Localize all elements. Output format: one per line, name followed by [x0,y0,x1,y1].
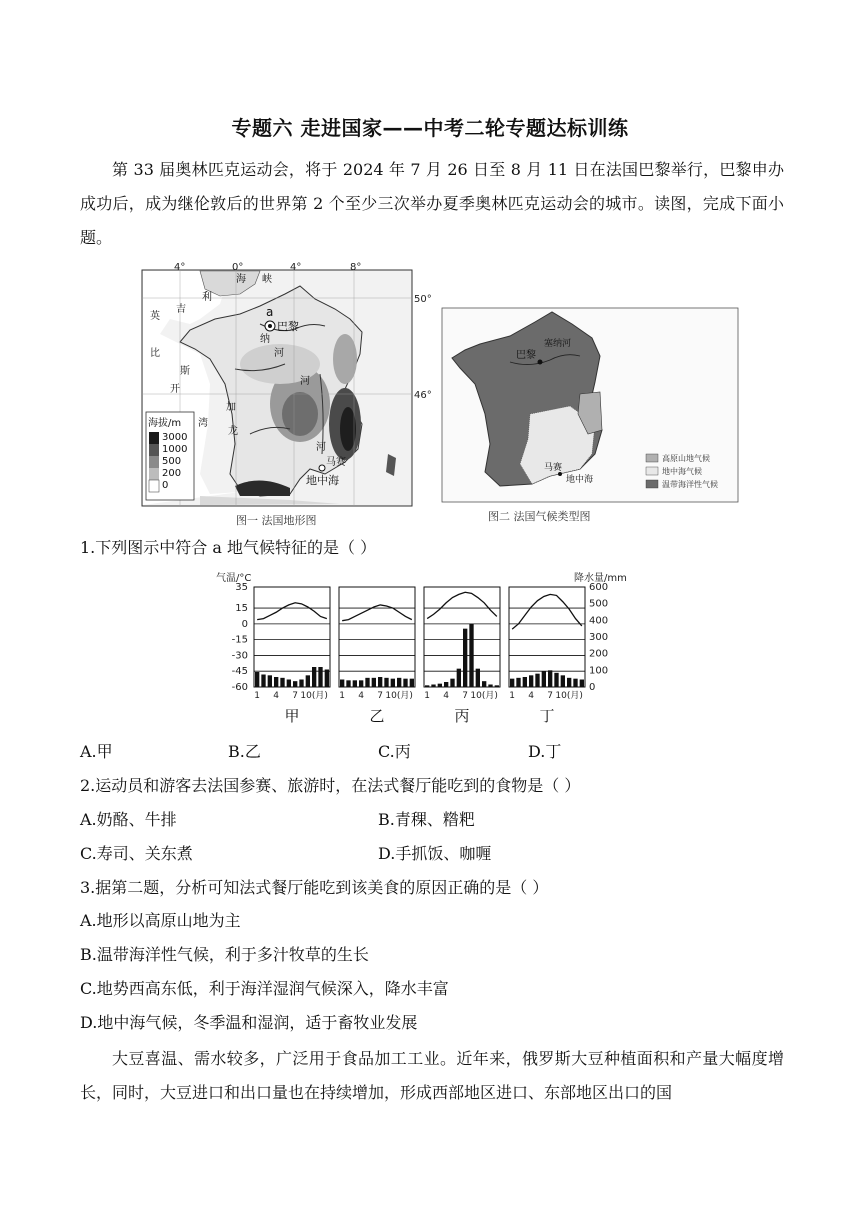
svg-text:加: 加 [226,402,236,413]
svg-text:龙: 龙 [228,426,238,437]
precip-tick-label: 0 [589,682,596,693]
svg-text:巴黎: 巴黎 [516,350,536,361]
precip-tick-label: 300 [589,632,609,643]
climate-panel-frame [509,587,585,687]
precip-bar [554,673,558,687]
point-a-label: a [266,305,274,319]
q1-option-b[interactable]: B.乙 [228,742,261,761]
svg-text:3000: 3000 [162,432,188,443]
precip-bar [274,677,278,687]
month-tick-label: 1 [509,691,516,701]
precip-bar [516,678,520,687]
q2-option-c[interactable]: C.寿司、关东煮 [80,844,193,863]
svg-text:200: 200 [162,468,182,479]
precip-bar [444,682,448,687]
climate-panel-name: 丙 [454,707,470,725]
climate-type-map [442,308,738,523]
svg-text:比: 比 [150,348,160,359]
precip-bar [567,678,571,687]
precip-bar [306,675,310,687]
q3-option-b[interactable]: B.温带海洋性气候，利于多汁牧草的生长 [80,945,369,964]
precip-bar [495,685,499,687]
svg-text:地中海气候: 地中海气候 [662,467,702,476]
climate-panel-name: 甲 [284,707,300,725]
marseille-label: 马赛 [326,457,346,468]
month-tick-label: 4 [273,691,280,701]
climate-panel-frame [339,587,415,687]
precip-bar [450,679,454,687]
svg-text:利: 利 [202,292,212,303]
svg-text:500: 500 [162,456,182,467]
temp-tick-label: -60 [231,682,248,693]
lon-label: 0° [232,262,244,273]
q3-option-d[interactable]: D.地中海气候，冬季温和湿润，适于畜牧业发展 [80,1013,418,1032]
month-tick-label: 1 [254,691,261,701]
precip-bar [488,685,492,688]
month-tick-label: 7 [462,691,469,701]
precip-tick-label: 600 [589,582,609,593]
terrain-map [142,262,432,527]
precip-bar [403,679,407,687]
climate-charts [216,569,628,729]
precip-bar [346,680,350,687]
q1-option-c[interactable]: C.丙 [378,742,411,761]
temp-tick-label: 15 [235,603,248,615]
precip-bar [397,678,401,687]
precip-bar [255,672,259,687]
precip-bar [340,680,344,688]
month-tick-label: 7 [377,691,384,701]
precip-bar [280,678,284,687]
precip-bar [510,679,514,687]
precip-bar [431,685,435,688]
q2-option-a[interactable]: A.奶酪、牛排 [80,810,177,829]
precip-bar [325,670,329,688]
precip-bar [410,679,414,687]
precip-bar [261,675,265,688]
lat-label: 50° [414,294,432,305]
page-title: 专题六 走进国家——中考二轮专题达标训练 [231,116,629,140]
svg-text:纳: 纳 [260,334,270,345]
q3-option-c[interactable]: C.地势西高东低，利于海洋湿润气候深入，降水丰富 [80,979,449,998]
precip-axis-label: 降水量/mm [574,573,627,584]
month-tick-label: 10(月) [300,691,328,701]
mediterranean-label: 地中海 [306,474,339,487]
precip-bar [523,677,527,687]
precip-bar [542,671,546,687]
precip-bar [580,680,584,688]
month-tick-label: 10(月) [385,691,413,701]
month-tick-label: 4 [358,691,365,701]
svg-text:海拔/m: 海拔/m [148,418,182,429]
temp-tick-label: -15 [231,634,248,646]
precip-bar [561,675,565,687]
precip-bar [318,667,322,687]
svg-text:1000: 1000 [162,444,188,455]
q1-option-d[interactable]: D.丁 [528,742,562,761]
q2-option-d[interactable]: D.手抓饭、咖喱 [378,844,492,863]
svg-text:海: 海 [236,274,246,285]
month-tick-label: 4 [528,691,535,701]
temp-tick-label: -30 [231,650,248,662]
svg-text:斯: 斯 [180,366,190,377]
precip-bar [391,679,395,687]
precip-tick-label: 100 [589,665,609,677]
climate-panel-name: 丁 [539,707,555,725]
precip-tick-label: 500 [589,598,609,610]
temp-tick-label: 0 [241,618,248,630]
temp-axis-label: 气温/°C [216,573,252,584]
precip-bar [299,680,303,688]
precip-bar [384,678,388,687]
precip-tick-label: 400 [589,615,609,627]
precip-bar [529,675,533,687]
question-3-stem: 3.据第二题，分析可知法式餐厅能吃到该美食的原因正确的是（ ） [80,878,549,897]
lat-label: 46° [414,390,432,401]
map2-caption: 图二 法国气候类型图 [488,510,591,523]
question-1-stem: 1.下列图示中符合 a 地气候特征的是（ ） [80,538,377,557]
q1-option-a[interactable]: A.甲 [80,742,113,761]
precip-bar [365,678,369,687]
intro-paragraph: 第 33 届奥林匹克运动会，将于 2024 年 7 月 26 日至 8 月 11 日在法国巴黎举行，巴黎申办成功后，成为继伦敦后的世界第 2 个至少三次举办夏季奥林匹克运动会的城市。读图，完成下面小题。 [80,160,784,247]
q2-option-b[interactable]: B.青稞、糌粑 [378,810,475,829]
precip-bar [573,679,577,687]
precip-bar [287,680,291,688]
climate-panel-frame [424,587,500,687]
precip-bar [469,624,473,687]
svg-text:地中海: 地中海 [566,475,594,485]
precip-bar [548,670,552,687]
precip-bar [372,678,376,687]
svg-text:湾: 湾 [198,418,208,429]
svg-text:马赛: 马赛 [544,463,563,473]
month-tick-label: 7 [292,691,299,701]
svg-text:吉: 吉 [176,304,186,315]
precip-bar [425,685,429,687]
precip-bar [293,681,297,687]
lon-label: 8° [350,262,362,273]
lon-label: 4° [174,262,186,273]
map1-caption: 图一 法国地形图 [236,514,317,527]
paris-label: 巴黎 [277,320,299,333]
question-2-stem: 2.运动员和游客去法国参赛、旅游时，在法式餐厅能吃到的食物是（ ） [80,776,581,795]
svg-text:塞纳河: 塞纳河 [544,339,572,349]
svg-text:峡: 峡 [262,274,272,285]
precip-bar [463,629,467,687]
soybean-paragraph: 大豆喜温、需水较多，广泛用于食品加工工业。近年来，俄罗斯大豆种植面积和产量大幅度增长，同时，大豆进口和出口量也在持续增加，形成西部地区进口、东部地区出口的国 [80,1049,784,1102]
month-tick-label: 4 [443,691,450,701]
month-tick-label: 7 [547,691,554,701]
elevation-legend [146,412,194,500]
precip-tick-label: 200 [589,648,609,660]
precip-bar [359,680,363,687]
precip-bar [268,675,272,687]
precip-bar [482,681,486,687]
climate-panel-name: 乙 [369,707,385,725]
precip-bar [476,669,480,687]
svg-text:河: 河 [274,348,284,359]
svg-text:温带海洋性气候: 温带海洋性气候 [662,480,718,489]
precip-bar [438,684,442,687]
svg-text:0: 0 [162,480,169,491]
month-tick-label: 10(月) [470,691,498,701]
precip-bar [535,674,539,687]
svg-text:开: 开 [170,384,180,395]
temp-tick-label: 35 [235,582,248,593]
temp-tick-label: -45 [231,666,248,678]
svg-text:河: 河 [300,376,310,387]
month-tick-label: 1 [339,691,346,701]
maps-figure [140,264,740,530]
lon-label: 4° [290,262,302,273]
precip-bar [378,677,382,687]
month-tick-label: 10(月) [555,691,583,701]
svg-text:河: 河 [316,442,326,453]
precip-bar [353,680,357,687]
month-tick-label: 1 [424,691,431,701]
precip-bar [312,667,316,687]
svg-text:高原山地气候: 高原山地气候 [662,454,710,463]
svg-text:英: 英 [150,311,160,322]
q3-option-a[interactable]: A.地形以高原山地为主 [80,911,241,930]
precip-bar [457,669,461,687]
